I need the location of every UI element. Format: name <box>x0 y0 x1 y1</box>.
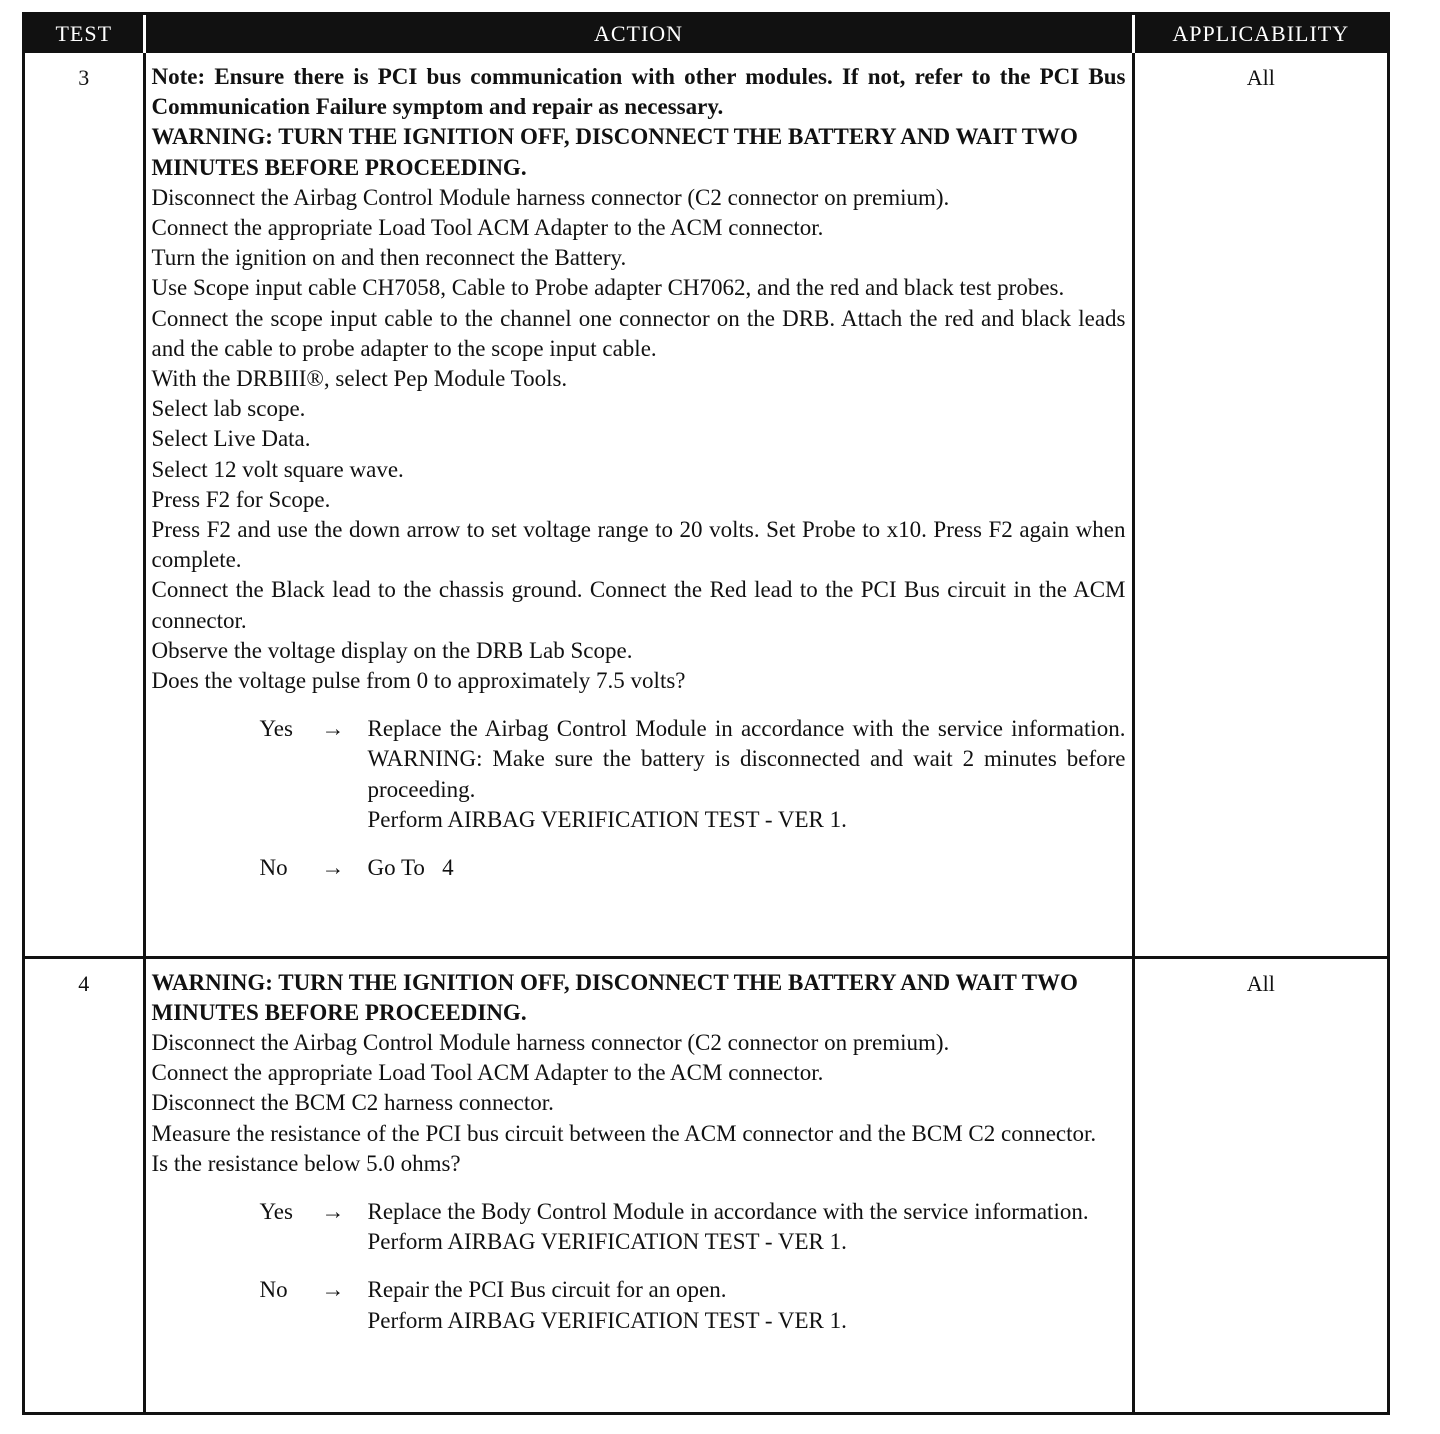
step-text: Connect the scope input cable to the channel one connector on the DRB. Attach the red and black leads and the cable to probe adapter to the scope input cable. <box>151 305 1126 361</box>
no-label: No <box>259 855 288 881</box>
no-result <box>152 853 1126 883</box>
table-header-row <box>25 15 1387 53</box>
yes-label: Yes <box>259 716 293 742</box>
header-applicability: APPLICABILITY <box>1133 15 1387 53</box>
step-text: Disconnect the Airbag Control Module harness connector (C2 connector on premium). <box>151 184 950 210</box>
step-text: Disconnect the BCM C2 harness connector. <box>151 1090 554 1116</box>
step-text: Press F2 and use the down arrow to set voltage range to 20 volts. Set Probe to x10. Press F2 again when complete. <box>151 517 1126 573</box>
diagnostic-procedure-table <box>25 15 1387 1412</box>
no-label: No <box>259 1277 288 1303</box>
step-text: With the DRBIII®, select Pep Module Tools. <box>151 366 568 392</box>
result-line: Perform AIRBAG VERIFICATION TEST - VER 1. <box>367 1307 847 1333</box>
right-arrow-icon: → <box>321 1277 345 1303</box>
result-line: Replace the Airbag Control Module in accordance with the service information. WARNING: Make sure the battery is disconnected and wait 2 minutes before proceeding. <box>367 716 1126 802</box>
action-cell <box>144 53 1133 957</box>
header-action: ACTION <box>144 15 1133 53</box>
step-text: Connect the Black lead to the chassis ground. Connect the Red lead to the PCI Bus circuit in the ACM connector. <box>151 577 1126 633</box>
step-text: Connect the appropriate Load Tool ACM Adapter to the ACM connector. <box>151 215 824 241</box>
action-cell <box>144 957 1133 1412</box>
result-line: Go To 4 <box>367 855 454 881</box>
note-text: Note: Ensure there is PCI bus communication with other modules. If not, refer to the PCI Bus Communication Failure symptom and repair as necessary. <box>151 64 1126 120</box>
applicability-value: All <box>1133 53 1387 957</box>
no-result-text <box>368 1275 1126 1335</box>
yes-label: Yes <box>259 1198 293 1224</box>
result-line: Perform AIRBAG VERIFICATION TEST - VER 1. <box>367 806 847 832</box>
step-text: Use Scope input cable CH7058, Cable to Probe adapter CH7062, and the red and black test probes. <box>151 275 1065 301</box>
right-arrow-icon: → <box>321 855 345 881</box>
test-number: 4 <box>25 957 144 1412</box>
yes-result <box>152 1197 1126 1257</box>
right-arrow-icon: → <box>321 716 345 742</box>
table-row-test-3 <box>25 53 1387 957</box>
right-arrow-icon: → <box>321 1198 345 1224</box>
warning-text: WARNING: TURN THE IGNITION OFF, DISCONNECT THE BATTERY AND WAIT TWO MINUTES BEFORE PROCEEDING. <box>151 969 1078 1025</box>
step-text: Press F2 for Scope. <box>151 486 331 512</box>
result-line: Repair the PCI Bus circuit for an open. <box>367 1277 727 1303</box>
step-text: Observe the voltage display on the DRB Lab Scope. <box>151 637 633 663</box>
result-line: Replace the Body Control Module in accordance with the service information. <box>367 1198 1089 1224</box>
question-text: Is the resistance below 5.0 ohms? <box>151 1150 461 1176</box>
no-result-text <box>368 853 1126 883</box>
step-text: Select lab scope. <box>151 396 306 422</box>
step-text: Disconnect the Airbag Control Module harness connector (C2 connector on premium). <box>151 1029 950 1055</box>
warning-text: WARNING: TURN THE IGNITION OFF, DISCONNECT THE BATTERY AND WAIT TWO MINUTES BEFORE PROCEEDING. <box>151 124 1078 180</box>
result-line: Perform AIRBAG VERIFICATION TEST - VER 1. <box>367 1229 847 1255</box>
yes-result-text <box>368 1197 1126 1257</box>
question-text: Does the voltage pulse from 0 to approximately 7.5 volts? <box>151 668 686 694</box>
diagnostic-procedure-table-frame <box>22 12 1390 1415</box>
step-text: Select 12 volt square wave. <box>151 456 404 482</box>
step-text: Connect the appropriate Load Tool ACM Adapter to the ACM connector. <box>151 1060 824 1086</box>
step-text: Select Live Data. <box>151 426 311 452</box>
applicability-value: All <box>1133 957 1387 1412</box>
step-text: Measure the resistance of the PCI bus circuit between the ACM connector and the BCM C2 connector. <box>151 1120 1097 1146</box>
yes-result <box>152 714 1126 835</box>
step-text: Turn the ignition on and then reconnect the Battery. <box>151 245 627 271</box>
table-row-test-4 <box>25 957 1387 1412</box>
header-test: TEST <box>25 15 144 53</box>
no-result <box>152 1275 1126 1335</box>
test-number: 3 <box>78 65 90 90</box>
yes-result-text <box>368 714 1126 835</box>
